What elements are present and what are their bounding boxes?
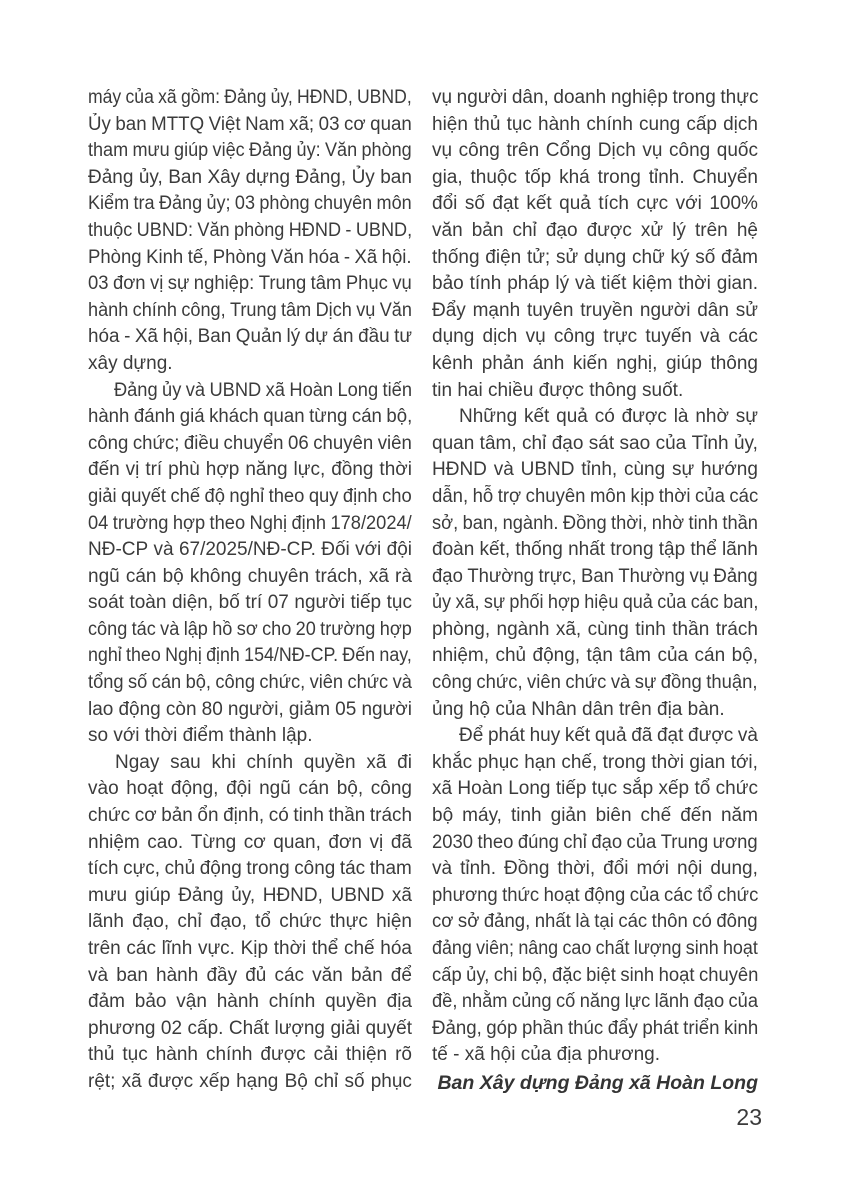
text-line: đảng viên; nâng cao chất lượng sinh hoạt	[432, 938, 758, 959]
text-line: tích cực, chủ động trong công tác tham	[88, 858, 412, 880]
paragraph	[432, 723, 758, 1069]
text-line: dụng dịch vụ công trực tuyến và các	[432, 326, 758, 348]
page-number: 23	[736, 1104, 762, 1130]
text-line: Đảng ủy, Ban Xây dựng Đảng, Ủy ban	[88, 166, 412, 188]
text-line: Ngay sau khi chính quyền xã đi	[115, 751, 412, 773]
paragraph	[432, 404, 758, 723]
text-line: so với thời điểm thành lập.	[88, 725, 313, 747]
text-line: bộ máy, tinh giản biên chế đến năm	[432, 805, 758, 827]
text-line: đảm bảo vận hành chính quyền địa	[88, 991, 412, 1013]
text-line: thống điện tử; sử dụng chữ ký số đảm	[432, 246, 758, 268]
text-line: dẫn, hỗ trợ chuyên môn kịp thời của các	[432, 485, 759, 507]
text-line: tin hai chiều được thông suốt.	[432, 379, 684, 401]
text-line: xã Hoàn Long tiếp tục sắp xếp tổ chức	[432, 778, 758, 800]
text-line: thủ tục hành chính được cải thiện rõ	[88, 1044, 412, 1066]
text-line: hành đánh giá khách quan từng cán bộ,	[88, 406, 413, 428]
text-column-right	[432, 85, 758, 1097]
text-line: Phòng Kinh tế, Phòng Văn hóa - Xã hội.	[88, 246, 412, 268]
text-line: văn bản chỉ đạo được xử lý trên hệ	[432, 219, 758, 241]
paragraph	[88, 750, 412, 1096]
text-line: mưu giúp Đảng ủy, HĐND, UBND xã	[88, 884, 412, 906]
text-line: HĐND và UBND tỉnh, cùng sự hướng	[432, 459, 758, 481]
text-line: phương 02 cấp. Chất lượng giải quyết	[88, 1017, 412, 1039]
text-line: vụ công trên Cổng Dịch vụ công quốc	[432, 140, 758, 162]
text-line: và ban hành đầy đủ các văn bản để	[88, 964, 412, 986]
text-line: quan tâm, chỉ đạo sát sao của Tỉnh ủy,	[432, 432, 758, 454]
text-line: phòng, ngành xã, cùng tinh thần trách	[432, 618, 758, 640]
text-line: công tác và lập hồ sơ cho 20 trường hợp	[88, 618, 412, 640]
text-line: sở, ban, ngành. Đồng thời, nhờ tinh thần	[432, 512, 758, 534]
text-line: tham mưu giúp việc Đảng ủy: Văn phòng	[88, 140, 412, 162]
text-column-left	[88, 85, 412, 1096]
article-byline: Ban Xây dựng Đảng xã Hoàn Long	[437, 1071, 758, 1094]
text-line: đoàn kết, thống nhất trong tập thể lãnh	[432, 539, 758, 561]
text-line: 03 đơn vị sự nghiệp: Trung tâm Phục vụ	[88, 273, 412, 295]
text-line: nhiệm cao. Từng cơ quan, đơn vị đã	[88, 831, 412, 853]
text-line: Ủy ban MTTQ Việt Nam xã; 03 cơ quan	[88, 113, 412, 135]
text-line: Đẩy mạnh tuyên truyền người dân sử	[432, 299, 758, 321]
text-line: phương thức hoạt động của các tổ chức	[432, 884, 759, 906]
text-line: trên các lĩnh vực. Kịp thời thể chế hóa	[88, 938, 412, 959]
text-line: và tỉnh. Đồng thời, đổi mới nội dung,	[432, 858, 758, 880]
text-line: tế - xã hội của địa phương.	[432, 1044, 660, 1066]
text-line: kênh phản ánh kiến nghị, giúp thông	[432, 352, 758, 374]
text-line: ủng hộ của Nhân dân trên địa bàn.	[432, 698, 725, 720]
text-line: Đảng, góp phần thúc đẩy phát triển kinh	[432, 1017, 759, 1039]
text-line: 2030 theo đúng chỉ đạo của Trung ương	[432, 831, 758, 853]
text-line: nghỉ theo Nghị định 154/NĐ-CP. Đến nay,	[88, 645, 412, 667]
text-line: NĐ-CP và 67/2025/NĐ-CP. Đối với đội	[88, 539, 412, 561]
text-line: Kiểm tra Đảng ủy; 03 phòng chuyên môn	[88, 193, 412, 215]
text-line: công chức; điều chuyển 06 chuyên viên	[88, 432, 412, 454]
text-line: máy của xã gồm: Đảng ủy, HĐND, UBND,	[88, 87, 412, 108]
text-line: cấp ủy, chi bộ, đặc biệt sinh hoạt chuyên	[432, 964, 759, 986]
text-line: Những kết quả có được là nhờ sự	[459, 406, 758, 428]
text-line: Đảng ủy và UBND xã Hoàn Long tiến	[113, 379, 412, 401]
text-line: thuộc UBND: Văn phòng HĐND - UBND,	[88, 219, 413, 241]
text-line: đạo Thường trực, Ban Thường vụ Đảng	[432, 565, 758, 587]
text-line: khắc phục hạn chế, trong thời gian tới,	[432, 751, 758, 773]
text-line: hành chính công, Trung tâm Dịch vụ Văn	[88, 299, 412, 321]
text-line: giải quyết chế độ nghỉ theo quy định cho	[88, 485, 412, 507]
text-line: rệt; xã được xếp hạng Bộ chỉ số phục	[88, 1070, 412, 1092]
text-line: ngũ cán bộ không chuyên trách, xã rà	[88, 565, 412, 587]
text-line: vụ người dân, doanh nghiệp trong thực	[432, 87, 759, 108]
text-line: đến vị trí phù hợp năng lực, đồng thời	[88, 459, 412, 481]
paragraph	[432, 85, 758, 404]
text-line: công chức, viên chức và sự đồng thuận,	[432, 672, 758, 694]
text-line: cơ sở đảng, nhất là tại các thôn có đông	[432, 911, 758, 933]
text-line: xây dựng.	[88, 352, 173, 374]
text-line: vào hoạt động, đội ngũ cán bộ, công	[88, 778, 412, 800]
text-line: tổng số cán bộ, công chức, viên chức và	[88, 672, 412, 694]
text-line: gia, thuộc tốp khá trong tỉnh. Chuyển	[432, 166, 758, 188]
text-line: đổi số đạt kết quả tích cực với 100%	[432, 193, 758, 215]
text-line: Để phát huy kết quả đã đạt được và	[459, 725, 758, 747]
text-line: đề, nhằm củng cố năng lực lãnh đạo của	[432, 991, 758, 1013]
text-line: nhiệm, chủ động, tận tâm của cán bộ,	[432, 645, 758, 667]
text-line: hiện thủ tục hành chính cung cấp dịch	[432, 113, 758, 135]
paragraph	[88, 85, 412, 378]
paragraph	[88, 378, 412, 750]
text-line: hóa - Xã hội, Ban Quản lý dự án đầu tư	[88, 326, 413, 348]
text-line: 04 trường hợp theo Nghị định 178/2024/	[88, 512, 412, 534]
text-line: bảo tính pháp lý và tiết kiệm thời gian.	[432, 273, 758, 295]
text-line: lãnh đạo, chỉ đạo, tổ chức thực hiện	[88, 911, 412, 933]
text-line: lao động còn 80 người, giảm 05 người	[88, 698, 412, 720]
text-line: chức cơ bản ổn định, có tinh thần trách	[88, 805, 413, 827]
text-line: soát toàn diện, bố trí 07 người tiếp tục	[88, 592, 412, 614]
text-line: ủy xã, sự phối hợp hiệu quả của các ban,	[432, 592, 759, 614]
